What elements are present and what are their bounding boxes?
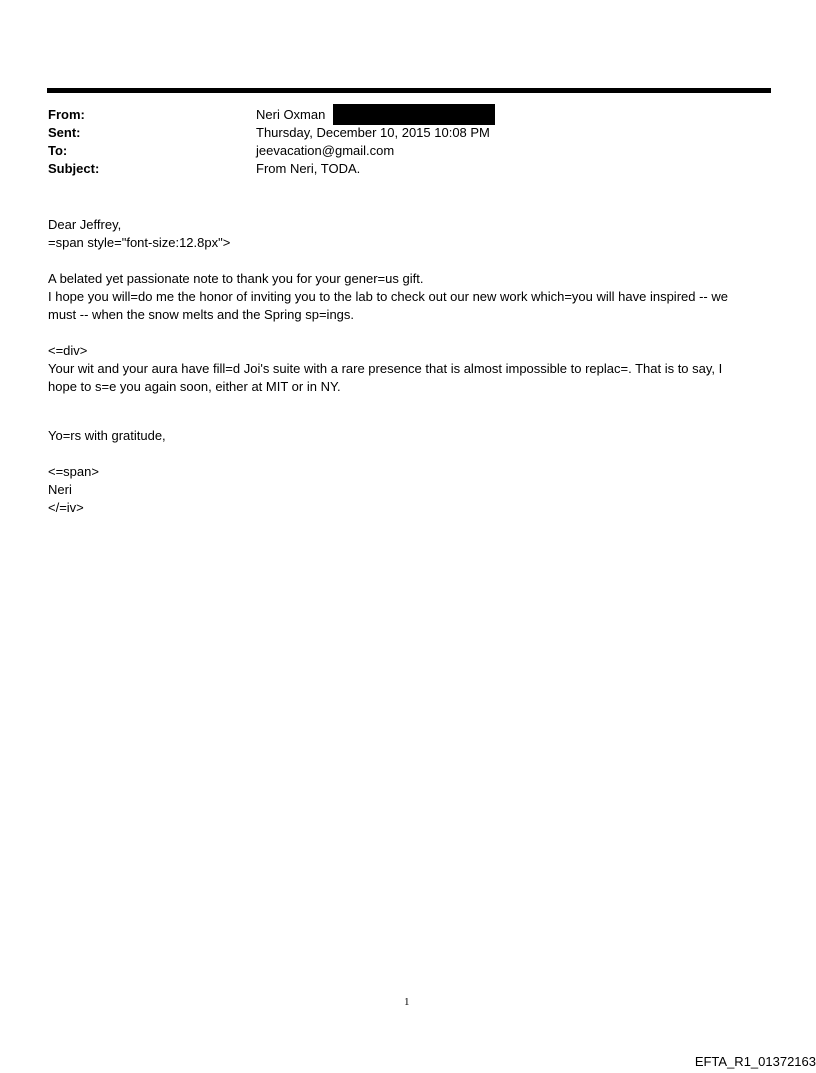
to-label: To: <box>48 143 68 158</box>
subject-label: Subject: <box>48 161 100 176</box>
body-line: Yo=rs with gratitude, <box>48 428 166 443</box>
body-line: <=div> <box>48 343 88 358</box>
body-line: =span style="font-size:12.8px"> <box>48 235 231 250</box>
body-line: A belated yet passionate note to thank you for your gener=us gift. <box>48 271 424 286</box>
document-id: EFTA_R1_01372163 <box>694 1054 816 1069</box>
body-line: </=iv> <box>48 500 84 515</box>
body-line: I hope you will=do me the honor of inviting you to the lab to check out our new work which=you will have inspired -- we <box>48 289 728 304</box>
redaction-box <box>333 104 495 125</box>
body-line: Your wit and your aura have fill=d Joi's suite with a rare presence that is almost impossible to replac=. That is to say, I <box>48 361 723 376</box>
from-value: Neri Oxman <box>256 107 326 122</box>
body-line: <=span> <box>48 464 99 479</box>
subject-value: From Neri, TODA. <box>256 161 361 176</box>
body-line: must -- when the snow melts and the Spring sp=ings. <box>48 307 355 322</box>
from-label: From: <box>48 107 85 122</box>
body-line: Dear Jeffrey, <box>48 217 122 232</box>
sent-label: Sent: <box>48 125 81 140</box>
header-rule <box>47 88 771 93</box>
to-value: jeevacation@gmail.com <box>256 143 395 158</box>
sent-value: Thursday, December 10, 2015 10:08 PM <box>256 125 490 140</box>
body-line: hope to s=e you again soon, either at MIT or in NY. <box>48 379 341 394</box>
body-line: Neri <box>48 482 72 497</box>
page-number: 1 <box>404 996 410 1008</box>
